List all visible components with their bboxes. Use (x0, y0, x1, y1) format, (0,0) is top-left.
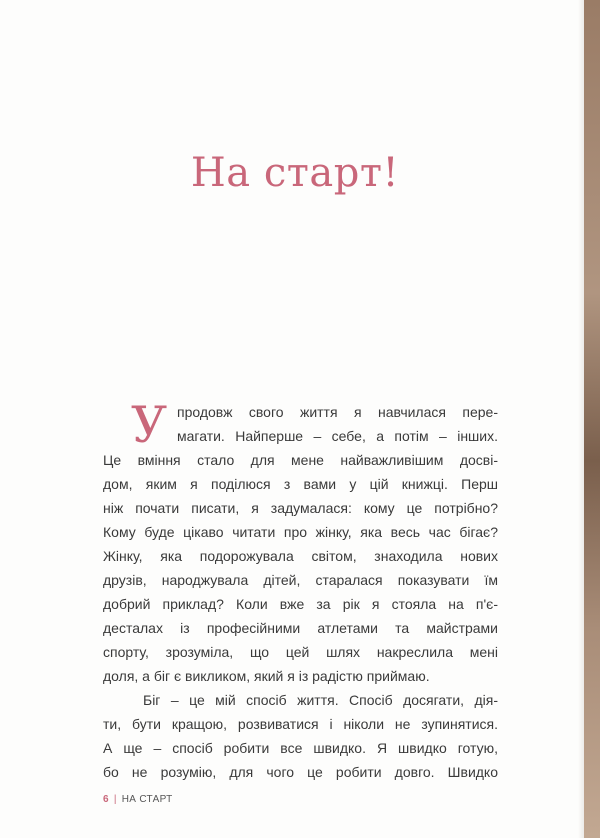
text-line: дом, яким я поділюся з вами у цій книжці. Перш (103, 476, 498, 492)
section-name: НА СТАРТ (121, 794, 173, 805)
body-text (103, 396, 498, 784)
text-line: магати. Найперше – себе, а потім – інших. (177, 428, 498, 444)
book-edge (584, 0, 600, 838)
text-line: Жінку, яка подорожувала світом, знаходила нових (103, 548, 498, 564)
text-line: доля, а біг є викликом, який я із радістю приймаю. (103, 668, 430, 684)
text-line: спорту, зрозуміла, що цей шлях накреслила мені (103, 644, 498, 660)
text-line: бо не розумію, для чого це робити довго. Швидко (103, 764, 498, 780)
chapter-title: На старт! (190, 150, 400, 196)
page-number: 6 (103, 794, 109, 805)
text-line: Біг – це мій спосіб життя. Спосіб досягати, дія- (143, 692, 498, 708)
drop-cap: У (131, 396, 168, 454)
footer-separator: | (113, 794, 117, 805)
text-line: друзів, народжувала дітей, старалася показувати їм (103, 572, 498, 588)
text-line: ніж почати писати, я задумалася: кому це потрібно? (103, 500, 498, 516)
page-footer (103, 794, 173, 806)
text-line: Це вміння стало для мене найважливішим досві- (103, 452, 498, 468)
text-line: добрий приклад? Коли вже за рік я стояла на п'є- (103, 596, 498, 612)
text-line: А ще – спосіб робити все швидко. Я швидко готую, (103, 740, 498, 756)
text-line: десталах із професійними атлетами та майстрами (103, 620, 498, 636)
text-line: Кому буде цікаво читати про жінку, яка весь час бігає? (103, 524, 498, 540)
text-line: ти, бути кращою, розвиватися і ніколи не зупинятися. (103, 716, 498, 732)
text-line: продовж свого життя я навчилася пере- (177, 404, 498, 420)
